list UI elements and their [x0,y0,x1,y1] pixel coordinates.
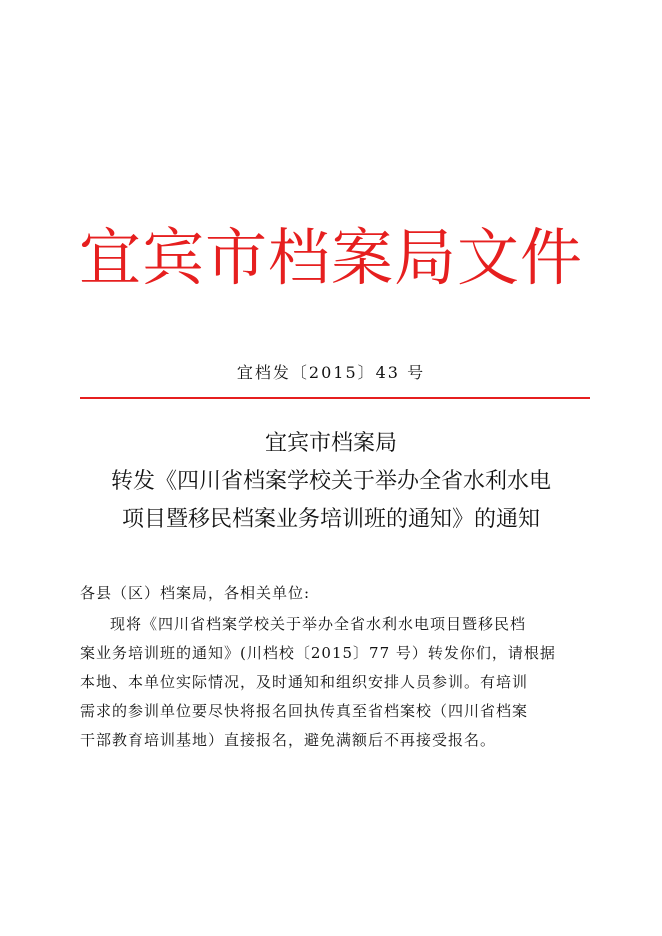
body-line-5: 干部教育培训基地）直接报名，避免满额后不再接受报名。 [80,731,497,749]
notice-title-line-3: 项目暨移民档案业务培训班的通知》的通知 [121,507,540,532]
salutation: 各县（区）档案局，各相关单位: [80,584,311,602]
notice-title-line-2: 转发《四川省档案学校关于举办全省水利水电 [110,469,551,494]
body-line-1: 现将《四川省档案学校关于举办全省水利水电项目暨移民档 [110,615,527,633]
notice-title [0,425,662,539]
body-paragraph [80,610,600,755]
body-line-2: 案业务培训班的通知》(川档校〔2015〕77 号）转发你们，请根据 [80,644,556,662]
body-line-3: 本地、本单位实际情况，及时通知和组织安排人员参训。有培训 [80,673,529,691]
document-header-title: 宜宾市档案局文件 [78,221,583,294]
body-line-4: 需求的参训单位要尽快将报名回执传真至省档案校（四川省档案 [80,702,529,720]
document-number: 宜档发〔2015〕43 号 [236,363,426,382]
notice-title-line-1: 宜宾市档案局 [264,431,397,456]
red-separator-line [80,397,590,399]
